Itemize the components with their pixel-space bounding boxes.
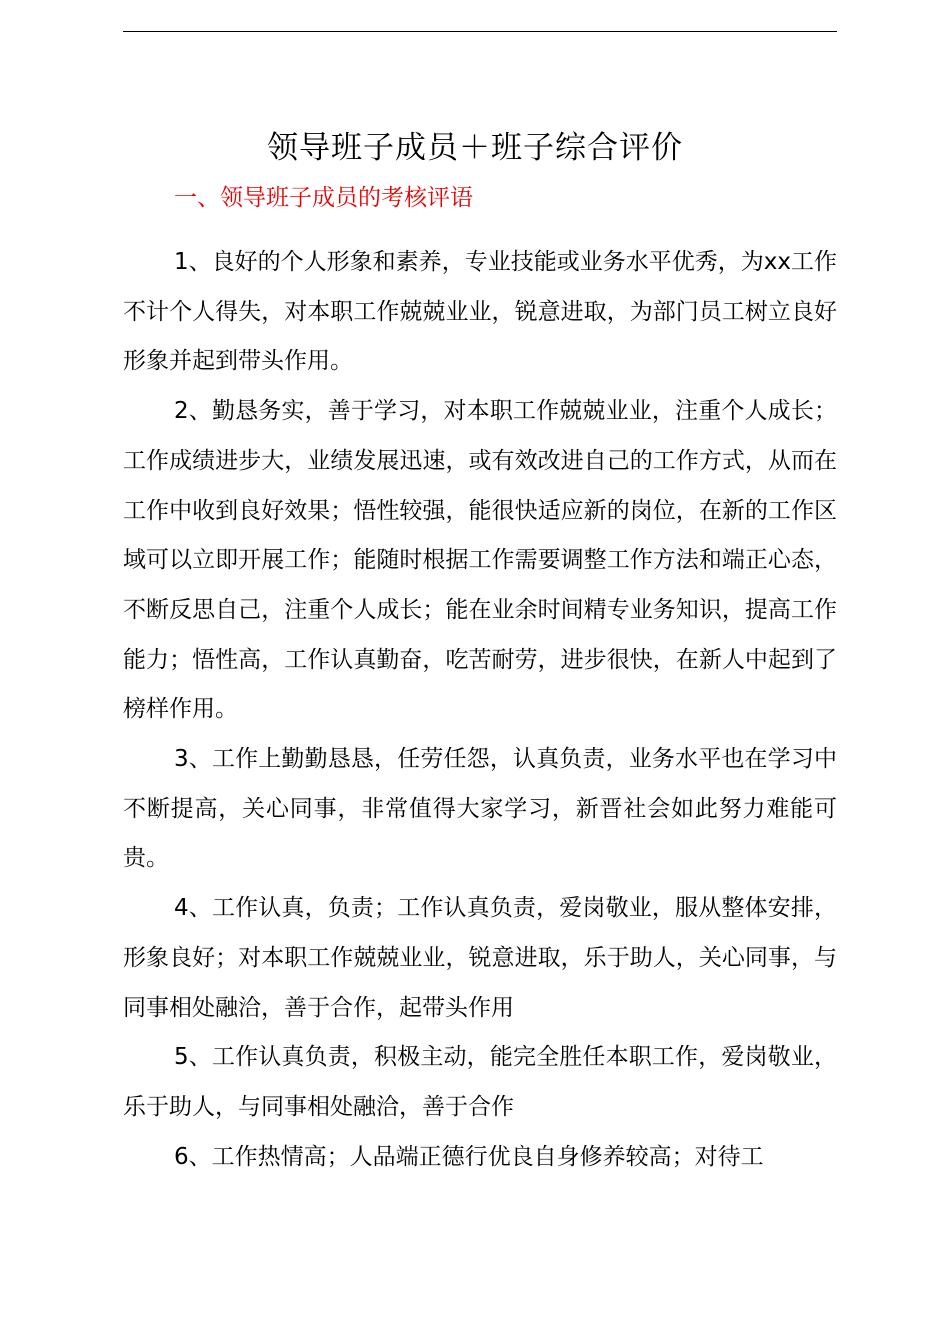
paragraph-1: 1、良好的个人形象和素养，专业技能或业务水平优秀，为xx工作不计个人得失，对本职工作兢兢业业，锐意进取，为部门员工树立良好形象并起到带头作用。: [123, 249, 837, 375]
paragraph-6: 6、工作热情高；人品端正德行优良自身修养较高；对待工: [174, 1143, 764, 1170]
paragraph-4: 4、工作认真，负责；工作认真负责，爱岗敬业，服从整体安排，形象良好；对本职工作兢兢业业，锐意进取，乐于助人，关心同事，与同事相处融洽，善于合作，起带头作用: [123, 895, 837, 1021]
paragraph-2: 2、勤恳务实，善于学习，对本职工作兢兢业业，注重个人成长；工作成绩进步大，业绩发展迅速，或有效改进自己的工作方式，从而在工作中收到良好效果；悟性较强，能很快适应新的岗位，在新的工作区域可以立即开展工作；能随时根据工作需要调整工作方法和端正心态，不断反思自己，注重个人成长；能在业余时间精专业务知识，提高工作能力；悟性高，工作认真勤奋，吃苦耐劳，进步很快，在新人中起到了榜样作用。: [123, 398, 837, 723]
header-rule: [123, 31, 837, 32]
paragraph-3: 3、工作上勤勤恳恳，任劳任怨，认真负责，业务水平也在学习中不断提高，关心同事，非常值得大家学习，新晋社会如此努力难能可贵。: [123, 746, 837, 872]
document-body: [123, 238, 837, 1182]
document-title: 领导班子成员＋班子综合评价: [267, 130, 683, 166]
section-heading: 一、领导班子成员的考核评语: [174, 185, 473, 211]
paragraph-5: 5、工作认真负责，积极主动，能完全胜任本职工作，爱岗敬业，乐于助人，与同事相处融洽，善于合作: [123, 1044, 837, 1120]
